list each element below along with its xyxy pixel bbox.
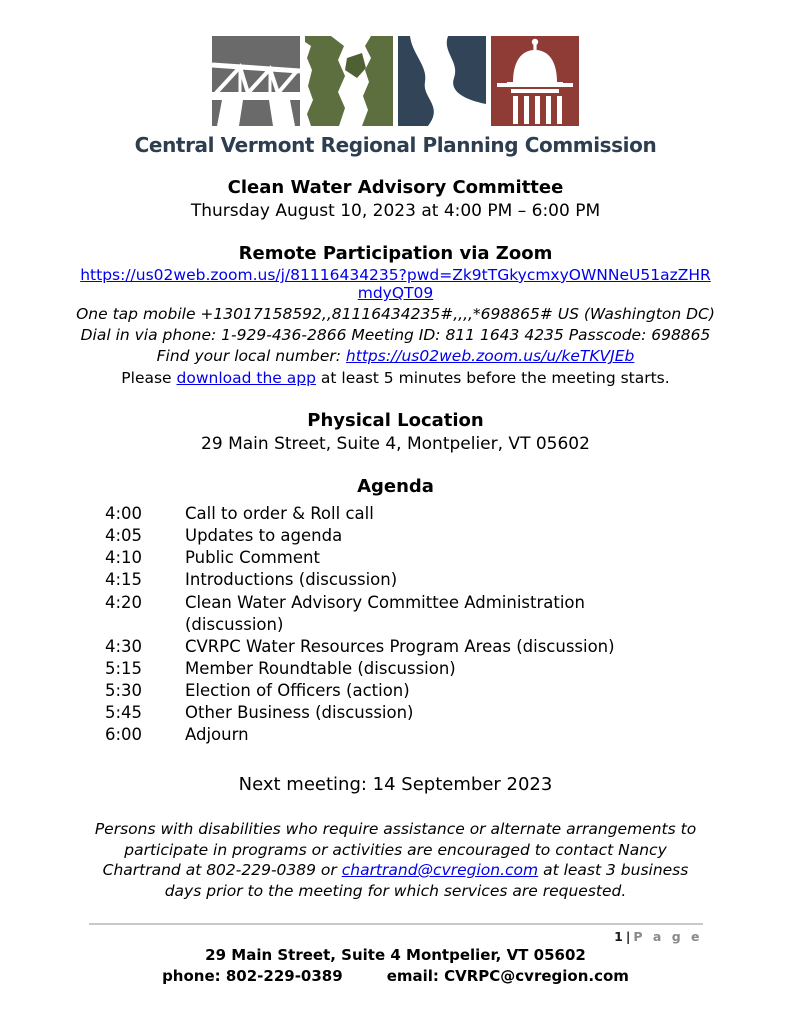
agenda-topic: Adjourn xyxy=(185,725,249,745)
local-number-link[interactable]: https://us02web.zoom.us/u/keTKVJEb xyxy=(345,347,635,366)
page-number-separator: | xyxy=(625,929,631,945)
agenda-time: 6:00 xyxy=(105,725,143,745)
one-tap-mobile-line: One tap mobile +13017158592,,81116434235#,,,,*698865# US (Washington DC) xyxy=(76,304,715,323)
agenda-topic: Public Comment xyxy=(185,548,320,568)
agenda-item xyxy=(105,680,791,702)
page-footer xyxy=(0,923,791,985)
agenda-topic: Call to order & Roll call xyxy=(185,504,374,524)
footer-divider xyxy=(89,923,703,925)
local-number-label: Find your local number: xyxy=(156,347,346,366)
local-number-line xyxy=(0,347,791,366)
download-app-link[interactable]: download the app xyxy=(176,368,316,387)
agenda-item xyxy=(105,724,791,746)
next-meeting-line: Next meeting: 14 September 2023 xyxy=(238,774,553,796)
download-app-line xyxy=(0,369,791,388)
bridge-icon xyxy=(212,36,300,126)
agenda-time: 5:45 xyxy=(105,703,143,723)
footer-address: 29 Main Street, Suite 4 Montpelier, VT 05602 xyxy=(205,946,586,965)
agenda-topic: Clean Water Advisory Committee Administration (discussion) xyxy=(185,592,585,634)
agenda-item xyxy=(105,547,791,569)
agenda-item xyxy=(105,569,791,591)
page-word: P a g e xyxy=(633,929,703,945)
agenda-topic: Introductions (discussion) xyxy=(185,570,398,590)
agenda-time: 4:00 xyxy=(105,504,143,524)
agenda-item xyxy=(105,658,791,680)
agenda-topic: CVRPC Water Resources Program Areas (discussion) xyxy=(185,636,615,656)
footer-contact-line xyxy=(0,967,791,985)
cvrpc-logo xyxy=(0,36,791,157)
physical-location-heading: Physical Location xyxy=(307,410,484,432)
agenda-topic: Election of Officers (action) xyxy=(185,680,410,700)
page-number-value: 1 xyxy=(614,929,623,945)
river-icon xyxy=(398,36,486,126)
agenda-item xyxy=(105,636,791,658)
logo-tiles xyxy=(0,36,791,126)
footer-phone: phone: 802-229-0389 xyxy=(162,967,343,986)
zoom-meeting-link[interactable]: https://us02web.zoom.us/j/81116434235?pwd=Zk9tTGkycmxyOWNNeU51azZHRmdyQT09 xyxy=(80,266,711,303)
footer-email: email: CVRPC@cvregion.com xyxy=(386,967,629,986)
accessibility-text-before: Persons with disabilities who require assistance or alternate arrangements to participate in programs or activities are encouraged to contact Nancy Chartrand at 802-229-0389 or xyxy=(94,820,697,880)
agenda-list xyxy=(105,503,791,746)
agenda-time: 4:20 xyxy=(105,592,143,612)
agenda-topic: Member Roundtable (discussion) xyxy=(185,658,456,678)
agenda-item xyxy=(105,503,791,525)
agenda-time: 4:05 xyxy=(105,526,143,546)
dial-in-line: Dial in via phone: 1-929-436-2866 Meeting ID: 811 1643 4235 Passcode: 698865 xyxy=(80,325,711,344)
agenda-time: 5:30 xyxy=(105,680,143,700)
agenda-item xyxy=(105,702,791,724)
capitol-dome-icon xyxy=(491,36,579,126)
agenda-item xyxy=(105,525,791,547)
vermont-map-icon xyxy=(305,36,393,126)
download-suffix: at least 5 minutes before the meeting starts. xyxy=(315,368,670,387)
contact-email-link[interactable]: chartrand@cvregion.com xyxy=(341,861,539,880)
remote-participation-heading: Remote Participation via Zoom xyxy=(238,243,553,264)
agenda-time: 5:15 xyxy=(105,658,143,678)
accessibility-notice xyxy=(88,819,704,901)
agenda-time: 4:10 xyxy=(105,548,143,568)
page-number xyxy=(89,929,703,944)
agenda-topic: Other Business (discussion) xyxy=(185,703,414,723)
agenda-time: 4:30 xyxy=(105,636,143,656)
agenda-topic: Updates to agenda xyxy=(185,526,343,546)
accessibility-text-after: at least 3 business days prior to the meeting for which services are requested. xyxy=(164,861,689,900)
zoom-link-paragraph xyxy=(76,266,716,303)
agenda-time: 4:15 xyxy=(105,570,143,590)
committee-title: Clean Water Advisory Committee xyxy=(227,177,564,198)
agenda-item xyxy=(105,592,791,636)
logo-text: Central Vermont Regional Planning Commission xyxy=(134,133,657,157)
agenda-heading: Agenda xyxy=(357,476,434,498)
meeting-datetime: Thursday August 10, 2023 at 4:00 PM – 6:00 PM xyxy=(190,201,601,221)
physical-location-address: 29 Main Street, Suite 4, Montpelier, VT 05602 xyxy=(201,434,590,455)
download-prefix: Please xyxy=(121,368,177,387)
